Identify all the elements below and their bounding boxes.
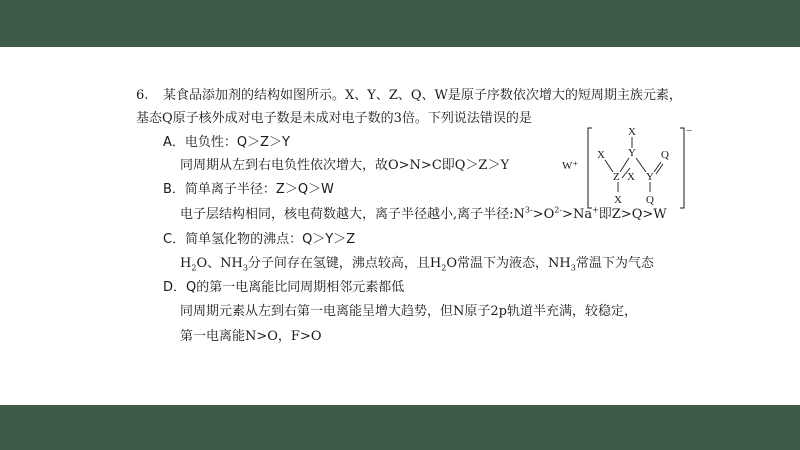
atom-q-bottom: Q (646, 194, 654, 206)
top-frame-bar (0, 0, 800, 47)
molecular-structure-diagram (560, 122, 693, 214)
right-bracket (680, 128, 684, 208)
option-b-label: B．简单离子半径：Z＞Q＞W (163, 182, 334, 197)
option-d-explanation-line2: 第一电离能N>O，F>O (180, 329, 322, 344)
atom-x-bottom: X (614, 194, 622, 206)
atom-x-top: X (628, 126, 636, 138)
option-a-explanation: 同周期从左到右电负性依次增大，故O>N>C即Q＞Z＞Y (180, 158, 510, 173)
bonds (605, 137, 663, 192)
option-b-explanation: 电子层结构相同，核电荷数越大，离子半径越小,离子半径$:N^{3-}>O^{2-}>Na^+$即Z>Q>W (180, 205, 667, 222)
atom-y-center: Y (628, 147, 636, 159)
question-number: 6. (136, 88, 149, 103)
atom-z: Z (613, 171, 620, 183)
atom-x-middle: X (627, 171, 635, 183)
cation-label: W⁺ (562, 160, 579, 172)
bottom-frame-bar (0, 405, 800, 450)
option-d-explanation-line1: 同周期元素从左到右第一电离能呈增大趋势，但N原子2p轨道半充满，较稳定， (180, 304, 637, 319)
option-c-explanation: $H_2O$、$NH_3$分子间存在氢键，沸点较高，且$H_2O$常温下为液态，$NH_3$常温下为气态 (180, 256, 654, 273)
question-stem-line2: 基态Q原子核外成对电子数是未成对电子数的3倍。下列说法错误的是 (136, 111, 532, 126)
atom-q-upper-right: Q (661, 149, 669, 161)
option-a-label: A．电负性：Q＞Z＞Y (163, 135, 290, 150)
atom-y-right: Y (646, 171, 654, 183)
option-d-label: D．Q的第一电离能比同周期相邻元素都低 (163, 280, 405, 295)
atom-x-left: X (597, 149, 605, 161)
question-stem-line1: 某食品添加剂的结构如图所示。X、Y、Z、Q、W是原子序数依次增大的短周期主族元素， (163, 88, 682, 103)
left-bracket (588, 128, 592, 208)
anion-charge: − (686, 125, 693, 137)
option-c-label: C．简单氢化物的沸点：Q＞Y＞Z (163, 232, 356, 247)
